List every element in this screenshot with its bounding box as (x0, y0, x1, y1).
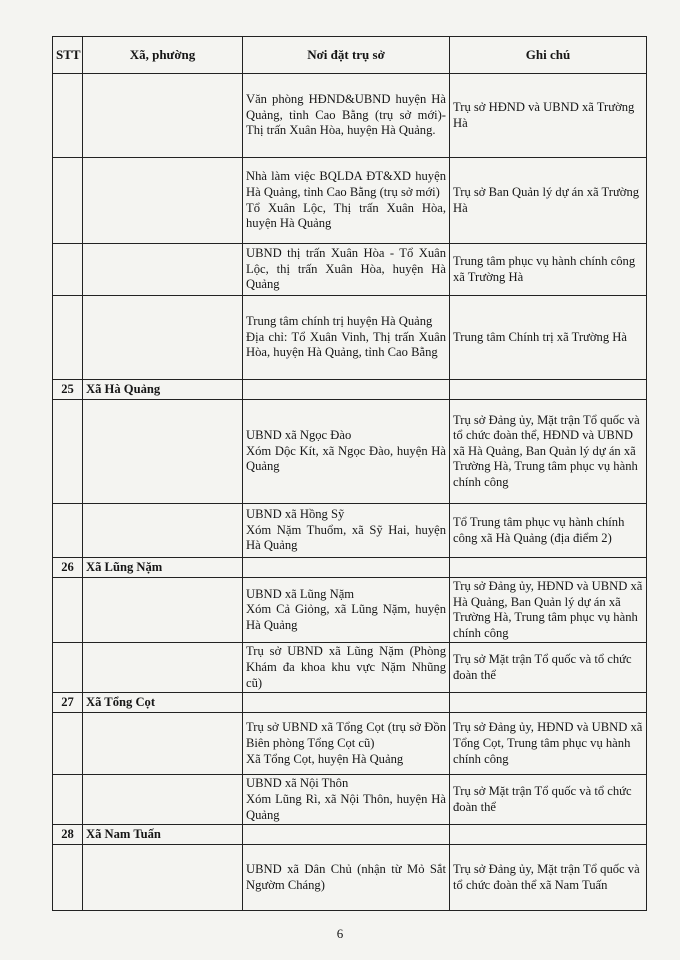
commune-name (83, 296, 243, 380)
table-row (53, 643, 647, 693)
headquarters-location (243, 244, 450, 296)
location-line: Trụ sở UBND xã Tổng Cọt (trụ sở Đồn Biên phòng Tổng Cọt cũ) (246, 720, 446, 751)
row-number (53, 643, 83, 693)
headquarters-location (243, 825, 450, 845)
note-cell: Trung tâm phục vụ hành chính công xã Trường Hà (450, 244, 647, 296)
table-row (53, 74, 647, 158)
row-number: 25 (53, 380, 83, 400)
row-number (53, 504, 83, 558)
location-line: UBND thị trấn Xuân Hòa - Tổ Xuân Lộc, thị trấn Xuân Hòa, huyện Hà Quảng (246, 246, 446, 292)
location-line: Văn phòng HĐND&UBND huyện Hà Quảng, tỉnh Cao Bằng (trụ sở mới)- Thị trấn Xuân Hòa, huyện Hà Quảng. (246, 92, 446, 138)
table-row (53, 713, 647, 775)
table-row (53, 158, 647, 244)
location-line: UBND xã Dân Chủ (nhận từ Mỏ Sắt Ngườm Cháng) (246, 862, 446, 892)
commune-name (83, 845, 243, 911)
row-number (53, 244, 83, 296)
note-cell: Tổ Trung tâm phục vụ hành chính công xã Hà Quảng (địa điểm 2) (450, 504, 647, 558)
headquarters-location (243, 400, 450, 504)
location-line: UBND xã Lũng Nặm (246, 586, 355, 601)
note-cell (450, 380, 647, 400)
commune-group-row (53, 380, 647, 400)
location-line: Xóm Lũng Rì, xã Nội Thôn, huyện Hà Quảng (246, 792, 446, 822)
headquarters-location (243, 845, 450, 911)
location-line: Xóm Nặm Thuổm, xã Sỹ Hai, huyện Hà Quảng (246, 522, 446, 553)
location-line: Địa chỉ: Tổ Xuân Vinh, Thị trấn Xuân Hòa, huyện Hà Quảng, tỉnh Cao Bằng (246, 329, 446, 360)
header-stt: STT (53, 37, 83, 74)
note-cell: Trụ sở Đảng ủy, Mặt trận Tổ quốc và tổ chức đoàn thể, HĐND và UBND xã Hà Quảng, Ban Quản lý dự án xã Trường Hà, Trung tâm phục vụ hành chính công (450, 400, 647, 504)
row-number (53, 400, 83, 504)
commune-name: Xã Tổng Cọt (83, 693, 243, 713)
commune-name (83, 578, 243, 643)
commune-name (83, 244, 243, 296)
headquarters-location (243, 296, 450, 380)
note-cell (450, 693, 647, 713)
commune-group-row (53, 825, 647, 845)
table-row (53, 400, 647, 504)
table-row (53, 244, 647, 296)
commune-name (83, 158, 243, 244)
location-line: Xóm Dộc Kít, xã Ngọc Đào, huyện Hà Quảng (246, 443, 446, 474)
commune-name (83, 713, 243, 775)
location-line: Nhà làm việc BQLDA ĐT&XD huyện Hà Quảng, tỉnh Cao Bằng (trụ sở mới) (246, 169, 446, 199)
row-number (53, 713, 83, 775)
note-cell: Trụ sở Mặt trận Tổ quốc và tổ chức đoàn thể (450, 775, 647, 825)
headquarters-location (243, 74, 450, 158)
header-note: Ghi chú (450, 37, 647, 74)
location-line: Trụ sở UBND xã Lũng Nặm (Phòng Khám đa khoa khu vực Nặm Nhũng cũ) (246, 644, 446, 690)
row-number (53, 775, 83, 825)
header-commune: Xã, phường (83, 37, 243, 74)
location-line: UBND xã Nội Thôn (246, 776, 349, 791)
commune-name (83, 643, 243, 693)
note-cell: Trụ sở Đảng ủy, Mặt trận Tổ quốc và tổ chức đoàn thể xã Nam Tuấn (450, 845, 647, 911)
note-cell: Trụ sở Đảng ủy, HĐND và UBND xã Tổng Cọt, Trung tâm phục vụ hành chính công (450, 713, 647, 775)
row-number: 28 (53, 825, 83, 845)
table-row (53, 845, 647, 911)
headquarters-location (243, 713, 450, 775)
headquarters-location (243, 643, 450, 693)
location-line: Tổ Xuân Lộc, Thị trấn Xuân Hòa, huyện Hà Quảng (246, 200, 446, 231)
note-cell (450, 825, 647, 845)
headquarters-location (243, 775, 450, 825)
row-number (53, 296, 83, 380)
row-number: 27 (53, 693, 83, 713)
commune-name: Xã Nam Tuấn (83, 825, 243, 845)
row-number: 26 (53, 558, 83, 578)
row-number (53, 578, 83, 643)
commune-name (83, 775, 243, 825)
commune-name: Xã Hà Quảng (83, 380, 243, 400)
table-row (53, 775, 647, 825)
row-number (53, 74, 83, 158)
headquarters-location (243, 558, 450, 578)
headquarters-location (243, 158, 450, 244)
location-line: Xóm Cả Giỏng, xã Lũng Nặm, huyện Hà Quảng (246, 602, 446, 632)
table-row (53, 296, 647, 380)
headquarters-table (52, 36, 647, 911)
location-line: Trung tâm chính trị huyện Hà Quảng (246, 314, 433, 329)
note-cell: Trụ sở HĐND và UBND xã Trường Hà (450, 74, 647, 158)
row-number (53, 845, 83, 911)
location-line: Xã Tổng Cọt, huyện Hà Quảng (246, 751, 404, 766)
note-cell: Trụ sở Mặt trận Tổ quốc và tổ chức đoàn thể (450, 643, 647, 693)
commune-group-row (53, 558, 647, 578)
document-page (52, 36, 646, 911)
headquarters-location (243, 578, 450, 643)
table-row (53, 504, 647, 558)
page-number: 6 (336, 926, 344, 941)
note-cell: Trung tâm Chính trị xã Trường Hà (450, 296, 647, 380)
commune-name (83, 74, 243, 158)
commune-group-row (53, 693, 647, 713)
location-line: UBND xã Ngọc Đào (246, 428, 352, 443)
commune-name (83, 504, 243, 558)
table-row (53, 578, 647, 643)
location-line: UBND xã Hồng Sỹ (246, 507, 345, 522)
headquarters-location (243, 504, 450, 558)
commune-name (83, 400, 243, 504)
table-header-row (53, 37, 647, 74)
header-location: Nơi đặt trụ sở (243, 37, 450, 74)
commune-name: Xã Lũng Nặm (83, 558, 243, 578)
note-cell: Trụ sở Ban Quản lý dự án xã Trường Hà (450, 158, 647, 244)
headquarters-location (243, 380, 450, 400)
row-number (53, 158, 83, 244)
note-cell: Trụ sở Đảng ủy, HĐND và UBND xã Hà Quảng, Ban Quản lý dự án xã Trường Hà, Trung tâm phục vụ hành chính công (450, 578, 647, 643)
headquarters-location (243, 693, 450, 713)
note-cell (450, 558, 647, 578)
